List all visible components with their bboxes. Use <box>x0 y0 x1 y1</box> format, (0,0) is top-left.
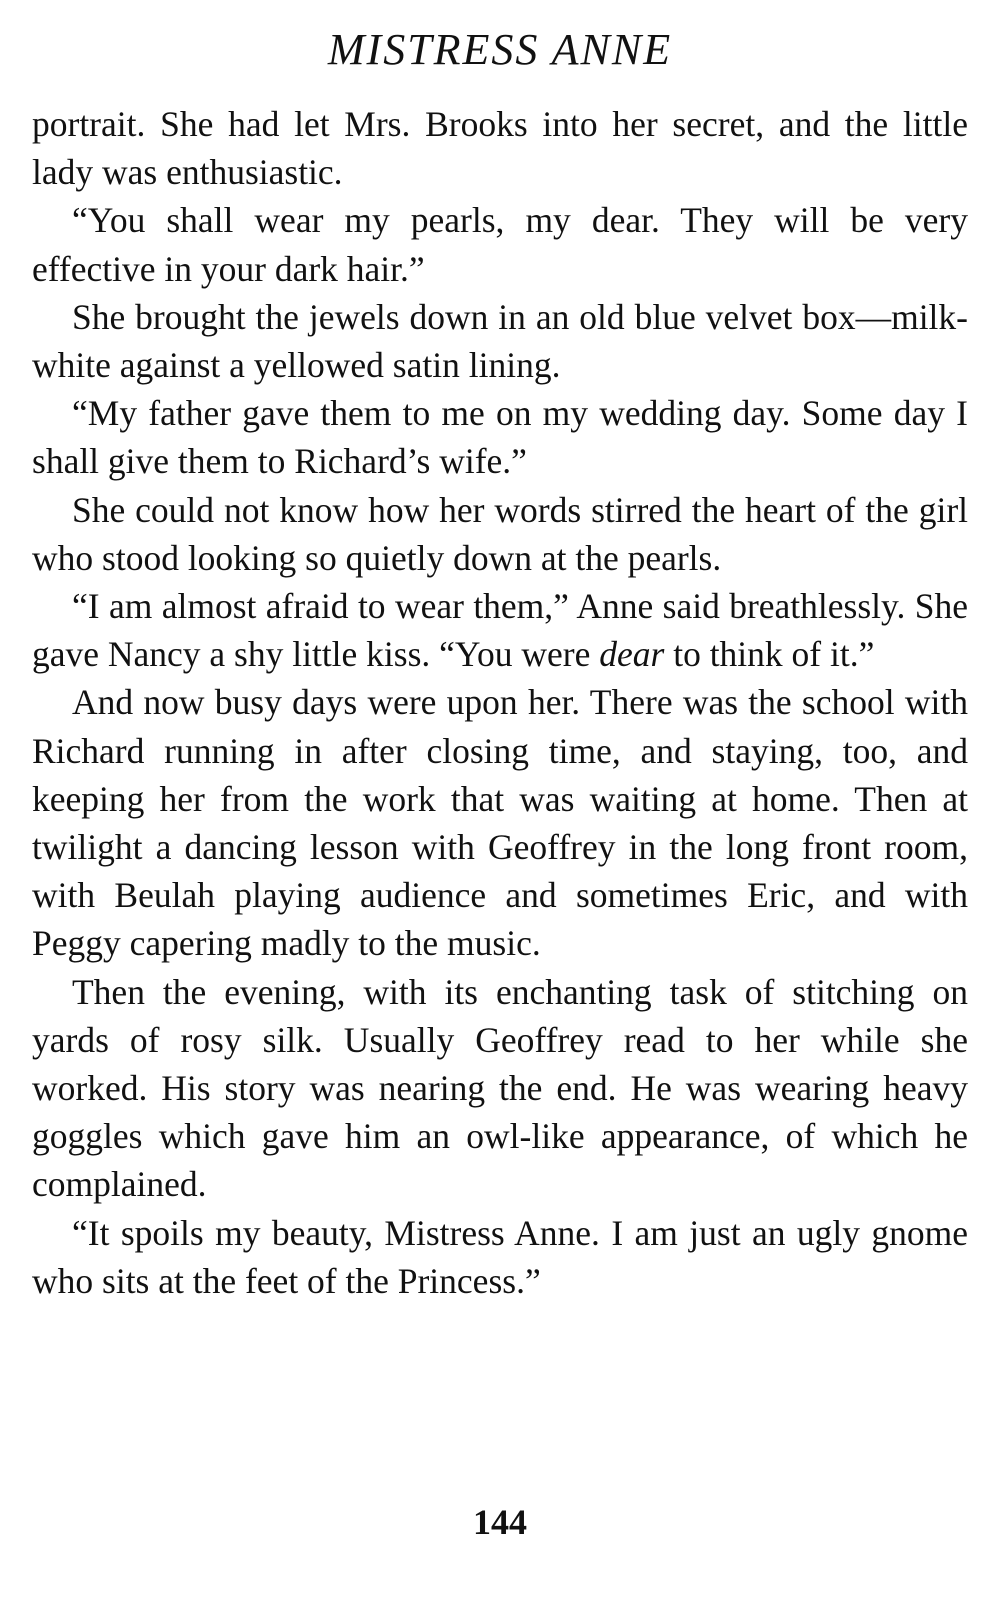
paragraph: “My father gave them to me on my wedding day. Some day I shall give them to Richard’s wife.” <box>32 393 968 482</box>
paragraph-continued: portrait. She had let Mrs. Brooks into her secret, and the little lady was enthusiastic. <box>32 104 968 193</box>
running-title: MISTRESS ANNE <box>327 25 673 74</box>
paragraph: And now busy days were upon her. There was the school with Richard running in after closing time, and staying, too, and keeping her from the work that was waiting at home. Then at twilight a dancing lesson with Geoffrey in the long front room, with Beulah playing audience and sometimes Eric, and with Peggy capering madly to the music. <box>32 682 968 964</box>
paragraph: “You shall wear my pearls, my dear. They will be very effective in your dark hair.” <box>32 200 968 289</box>
paragraph: “It spoils my beauty, Mistress Anne. I am just an ugly gnome who sits at the feet of the Princess.” <box>32 1212 968 1301</box>
body-text <box>32 100 968 1305</box>
paragraph-text-start: “I am almost afraid to wear them,” Anne said breathlessly. She gave Nancy a shy little kiss. “You were <box>32 586 968 675</box>
paragraph: She could not know how her words stirred the heart of the girl who stood looking so quietly down at the pearls. <box>32 489 968 578</box>
paragraph-with-emphasis <box>32 582 968 678</box>
emphasized-word: dear <box>599 634 665 675</box>
paragraph: Then the evening, with its enchanting task of stitching on yards of rosy silk. Usually Geoffrey read to her while she worked. His story was nearing the end. He was wearing heavy goggles which gave him an owl-like appearance, of which he complained. <box>32 971 968 1205</box>
paragraph: She brought the jewels down in an old blue velvet box—milk-white against a yellowed satin lining. <box>32 296 968 386</box>
paragraph-text-end: to think of it.” <box>664 634 875 675</box>
page-number: 144 <box>473 1502 527 1542</box>
